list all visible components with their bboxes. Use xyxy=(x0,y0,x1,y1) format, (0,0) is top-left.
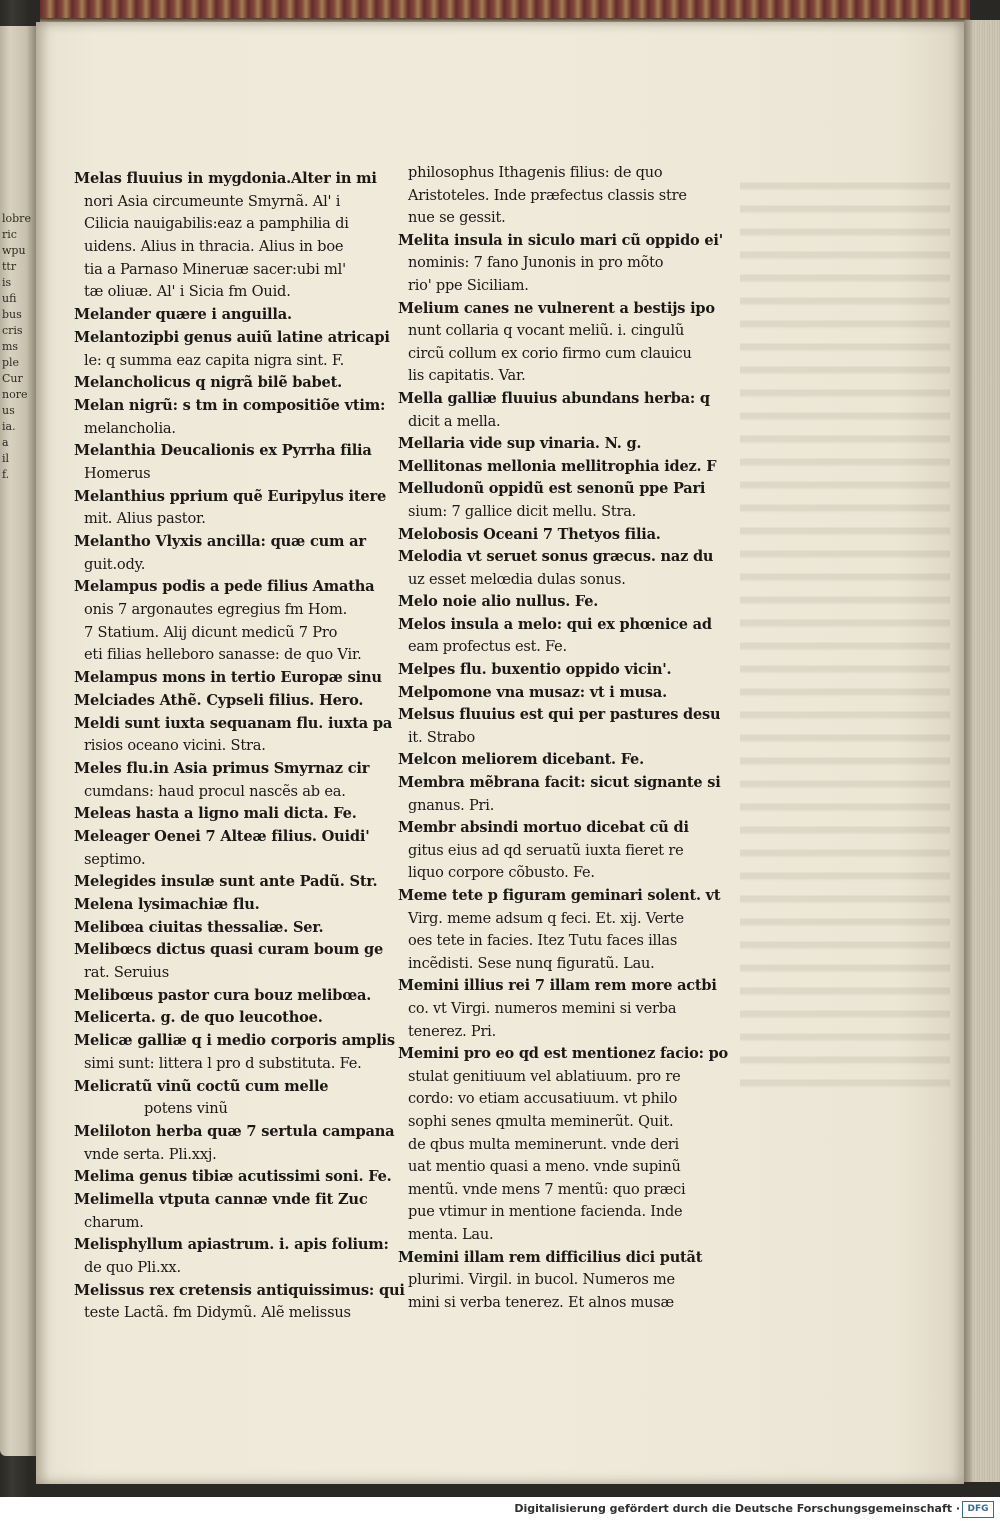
text-line: rat. Seruius xyxy=(84,964,169,982)
left-page-fragment-line: ple xyxy=(2,356,20,369)
text-line: nue se gessit. xyxy=(408,210,506,227)
dfg-logo: DFG xyxy=(962,1501,994,1518)
dictionary-entry-line: Membra mẽbrana facit: sicut signante si xyxy=(398,774,721,792)
text-line: circũ collum ex corio firmo cum clauicu xyxy=(408,345,692,362)
text-line: nominis: 7 fano Junonis in pro mõto xyxy=(408,255,664,272)
text-line: gnanus. Pri. xyxy=(408,797,495,814)
text-line: uat mentio quasi a meno. vnde supinũ xyxy=(408,1159,681,1176)
text-line: incẽdisti. Sese nunq figuratũ. Lau. xyxy=(408,955,655,972)
left-page-fragment-line: ms xyxy=(2,340,19,353)
dictionary-entry-line: Melium canes ne vulnerent a bestijs ipo xyxy=(398,299,715,317)
dictionary-entry-line: Melima genus tibiæ acutissimi soni. Fe. xyxy=(74,1168,392,1186)
dictionary-entry-line: Melpomone vna musaz: vt i musa. xyxy=(398,683,667,701)
dictionary-entry-line: Melissus rex cretensis antiquissimus: qui xyxy=(74,1281,405,1299)
dictionary-entry-line: Melimella vtputa cannæ vnde fit Zuc xyxy=(74,1190,368,1208)
dictionary-entry-line: Meleager Oenei 7 Alteæ filius. Ouidi' xyxy=(74,827,370,845)
dictionary-entry-line: Membr absindi mortuo dicebat cũ di xyxy=(398,819,689,837)
left-page-fragment-line: Cur xyxy=(2,372,23,385)
text-line: simi sunt: littera l pro d substituta. Fe. xyxy=(84,1054,362,1072)
text-line: charum. xyxy=(84,1213,144,1231)
text-line: it. Strabo xyxy=(408,729,476,746)
text-line: melancholia. xyxy=(84,419,176,437)
dictionary-entry-line: Melanthia Deucalionis ex Pyrrha filia xyxy=(74,442,372,460)
text-line: Cilicia nauigabilis:eaz a pamphilia di xyxy=(84,215,349,233)
dictionary-entry-line: Melas fluuius in mygdonia.Alter in mi xyxy=(74,170,377,187)
left-page-fragment-line: wpu xyxy=(2,244,26,257)
text-line: philosophus Ithagenis filius: de quo xyxy=(408,165,663,181)
dictionary-entry-line: Melibœcs dictus quasi curam boum ge xyxy=(74,941,384,959)
text-line: uidens. Alius in thracia. Alius in boe xyxy=(84,238,344,256)
text-line: eti filias helleboro sanasse: de quo Vir. xyxy=(84,646,362,664)
left-page-fragment-line: a xyxy=(2,436,9,449)
dictionary-entry-line: Melancholicus q nigrã bilẽ babet. xyxy=(74,374,343,392)
dictionary-entry-line: Meles flu.in Asia primus Smyrnaz cir xyxy=(74,759,370,777)
text-line: sium: 7 gallice dicit mellu. Stra. xyxy=(408,503,637,520)
text-line: mini si verba tenerez. Et alnos musæ xyxy=(408,1294,674,1311)
dictionary-entry-line: Melisphyllum apiastrum. i. apis folium: xyxy=(74,1236,389,1254)
text-column-right xyxy=(398,162,728,1314)
dictionary-entry-line: Mella galliæ fluuius abundans herba: q xyxy=(398,389,710,407)
left-page-fragment-text xyxy=(2,211,32,483)
dictionary-entry-line: Melludonũ oppidũ est senonũ ppe Pari xyxy=(398,480,706,498)
dictionary-entry-line: Melcon meliorem dicebant. Fe. xyxy=(398,751,644,769)
text-line: septimo. xyxy=(84,850,146,868)
dictionary-entry-line: Meldi sunt iuxta sequanam flu. iuxta pa xyxy=(74,714,393,732)
dictionary-entry-line: Melicæ galliæ q i medio corporis amplis xyxy=(74,1032,395,1050)
left-page-fragment-line: nore xyxy=(2,388,28,401)
footer-credit: Digitalisierung gefördert durch die Deutsche Forschungsgemeinschaft · xyxy=(514,1502,960,1515)
dictionary-entry-line: Melander quære i anguilla. xyxy=(74,306,292,324)
dictionary-entry-line: Melicerta. g. de quo leucothoe. xyxy=(74,1009,323,1027)
text-line: pue vtimur in mentione facienda. Inde xyxy=(408,1204,683,1221)
left-page-fragment-line: ric xyxy=(2,228,17,241)
dictionary-entry-line: Melicratũ vinũ coctũ cum melle xyxy=(74,1077,329,1095)
text-line: eam profectus est. Fe. xyxy=(408,639,567,656)
dictionary-entry-line: Melibœus pastor cura bouz melibœa. xyxy=(74,986,372,1004)
dictionary-entry-line: Melampus mons in tertio Europæ sinu xyxy=(74,669,382,687)
footer-bar xyxy=(0,1497,1000,1521)
text-line: onis 7 argonautes egregius fm Hom. xyxy=(84,601,348,619)
dictionary-entry-line: Memini pro eo qd est mentionez facio: po xyxy=(398,1045,728,1063)
text-line: tenerez. Pri. xyxy=(408,1023,497,1040)
dictionary-entry-line: Melampus podis a pede filius Amatha xyxy=(74,578,375,596)
text-line: mit. Alius pastor. xyxy=(84,510,206,528)
text-line: nunt collaria q vocant meliũ. i. cingulũ xyxy=(408,323,685,340)
text-line: de quo Pli.xx. xyxy=(84,1259,181,1276)
dictionary-entry-line: Meleas hasta a ligno mali dicta. Fe. xyxy=(74,805,357,823)
text-line: le: q summa eaz capita nigra sint. F. xyxy=(84,351,345,369)
left-page-edge xyxy=(0,26,36,1456)
dictionary-entry-line: Melsus fluuius est qui per pastures desu xyxy=(398,706,721,724)
text-line: plurimi. Virgil. in bucol. Numeros me xyxy=(408,1272,675,1289)
text-line: guit.ody. xyxy=(84,555,146,573)
text-line: co. vt Virgi. numeros memini si verba xyxy=(408,1000,677,1017)
dictionary-entry-line: Melpes flu. buxentio oppido vicin'. xyxy=(398,661,672,679)
dictionary-entry-line: Melanthius pprium quẽ Euripylus itere xyxy=(74,487,387,505)
dictionary-entry-line: Melena lysimachiæ flu. xyxy=(74,896,260,913)
left-page-fragment-line: bus xyxy=(2,308,22,321)
text-line: lis capitatis. Var. xyxy=(408,368,526,385)
dictionary-entry-line: Memini illam rem difficilius dici putãt xyxy=(398,1248,703,1266)
text-line: potens vinũ xyxy=(144,1100,228,1118)
left-page-fragment-line: ufi xyxy=(2,292,17,305)
left-page-fragment-line: us xyxy=(2,404,15,417)
text-line: risios oceano vicini. Stra. xyxy=(84,737,266,755)
dictionary-entry-line: Melibœa ciuitas thessaliæ. Ser. xyxy=(74,918,324,936)
dictionary-entry-line: Melegides insulæ sunt ante Padũ. Str. xyxy=(74,873,378,891)
dictionary-entry-line: Melo noie alio nullus. Fe. xyxy=(398,593,599,611)
left-page-fragment-line: is xyxy=(2,276,12,289)
text-line: menta. Lau. xyxy=(408,1226,494,1243)
dictionary-entry-line: Melan nigrũ: s tm in compositiõe vtim: xyxy=(74,396,386,414)
page-edges-shade xyxy=(964,20,972,1482)
text-line: nori Asia circumeunte Smyrnã. Al' i xyxy=(84,192,341,210)
text-line: rio' ppe Siciliam. xyxy=(408,277,529,294)
text-line: stulat genitiuum vel ablatiuum. pro re xyxy=(408,1068,681,1085)
text-line: teste Lactã. fm Didymũ. Alẽ melissus xyxy=(84,1304,351,1322)
text-line: uz esset melœdia dulas sonus. xyxy=(408,571,626,588)
text-line: tæ oliuæ. Al' i Sicia fm Ouid. xyxy=(84,283,291,301)
dictionary-entry-line: Melantozipbi genus auiũ latine atricapi xyxy=(74,328,390,346)
text-line: cordo: vo etiam accusatiuum. vt philo xyxy=(408,1091,678,1108)
dictionary-entry-line: Meme tete p figuram geminari solent. vt xyxy=(398,887,721,904)
dictionary-entry-line: Melodia vt seruet sonus græcus. naz du xyxy=(398,548,714,566)
text-line: cumdans: haud procul nascẽs ab ea. xyxy=(84,782,346,800)
text-line: oes tete in facies. Itez Tutu faces illas xyxy=(408,933,678,950)
text-line: dicit a mella. xyxy=(408,413,501,430)
left-page-fragment-line: il xyxy=(2,452,10,465)
text-line: Virg. meme adsum q feci. Et. xij. Verte xyxy=(408,910,684,927)
left-page-fragment-line: cris xyxy=(2,324,23,337)
dictionary-entry-line: Melita insula in siculo mari cũ oppido ei' xyxy=(398,231,723,249)
left-page-fragment-line: ttr xyxy=(2,260,17,273)
text-column-left xyxy=(74,168,414,1325)
dictionary-entry-line: Memini illius rei 7 illam rem more actbi xyxy=(398,977,717,995)
left-page-fragment-line: ia. xyxy=(2,420,16,433)
text-line: de qbus multa meminerunt. vnde deri xyxy=(408,1136,679,1153)
text-line: vnde serta. Pli.xxj. xyxy=(84,1145,217,1163)
text-line: mentũ. vnde mens 7 mentũ: quo præci xyxy=(408,1181,686,1198)
text-line: 7 Statium. Alij dicunt medicũ 7 Pro xyxy=(84,623,338,641)
dictionary-entry-line: Melciades Athẽ. Cypseli filius. Hero. xyxy=(74,691,364,709)
dictionary-entry-line: Melantho Vlyxis ancilla: quæ cum ar xyxy=(74,533,366,550)
text-line: gitus eius ad qd seruatũ iuxta fieret re xyxy=(408,842,684,859)
dictionary-entry-line: Mellitonas mellonia mellitrophia idez. F xyxy=(398,457,717,475)
dictionary-entry-line: Mellaria vide sup vinaria. N. g. xyxy=(398,435,642,453)
text-line: Homerus xyxy=(84,464,151,482)
text-line: liquo corpore cõbusto. Fe. xyxy=(408,865,595,882)
dictionary-entry-line: Melobosis Oceani 7 Thetyos filia. xyxy=(398,525,661,543)
left-page-fragment-line: lobre xyxy=(2,212,31,225)
text-line: sophi senes qmulta meminerũt. Quit. xyxy=(408,1113,674,1130)
dictionary-entry-line: Melos insula a melo: qui ex phœnice ad xyxy=(398,615,712,633)
dictionary-entry-line: Meliloton herba quæ 7 sertula campana xyxy=(74,1122,395,1140)
text-line: Aristoteles. Inde præfectus classis stre xyxy=(408,187,687,204)
left-page-fragment-line: f. xyxy=(2,468,10,481)
text-line: tia a Parnaso Mineruæ sacer:ubi ml' xyxy=(84,260,346,278)
show-through-text xyxy=(740,168,950,1098)
